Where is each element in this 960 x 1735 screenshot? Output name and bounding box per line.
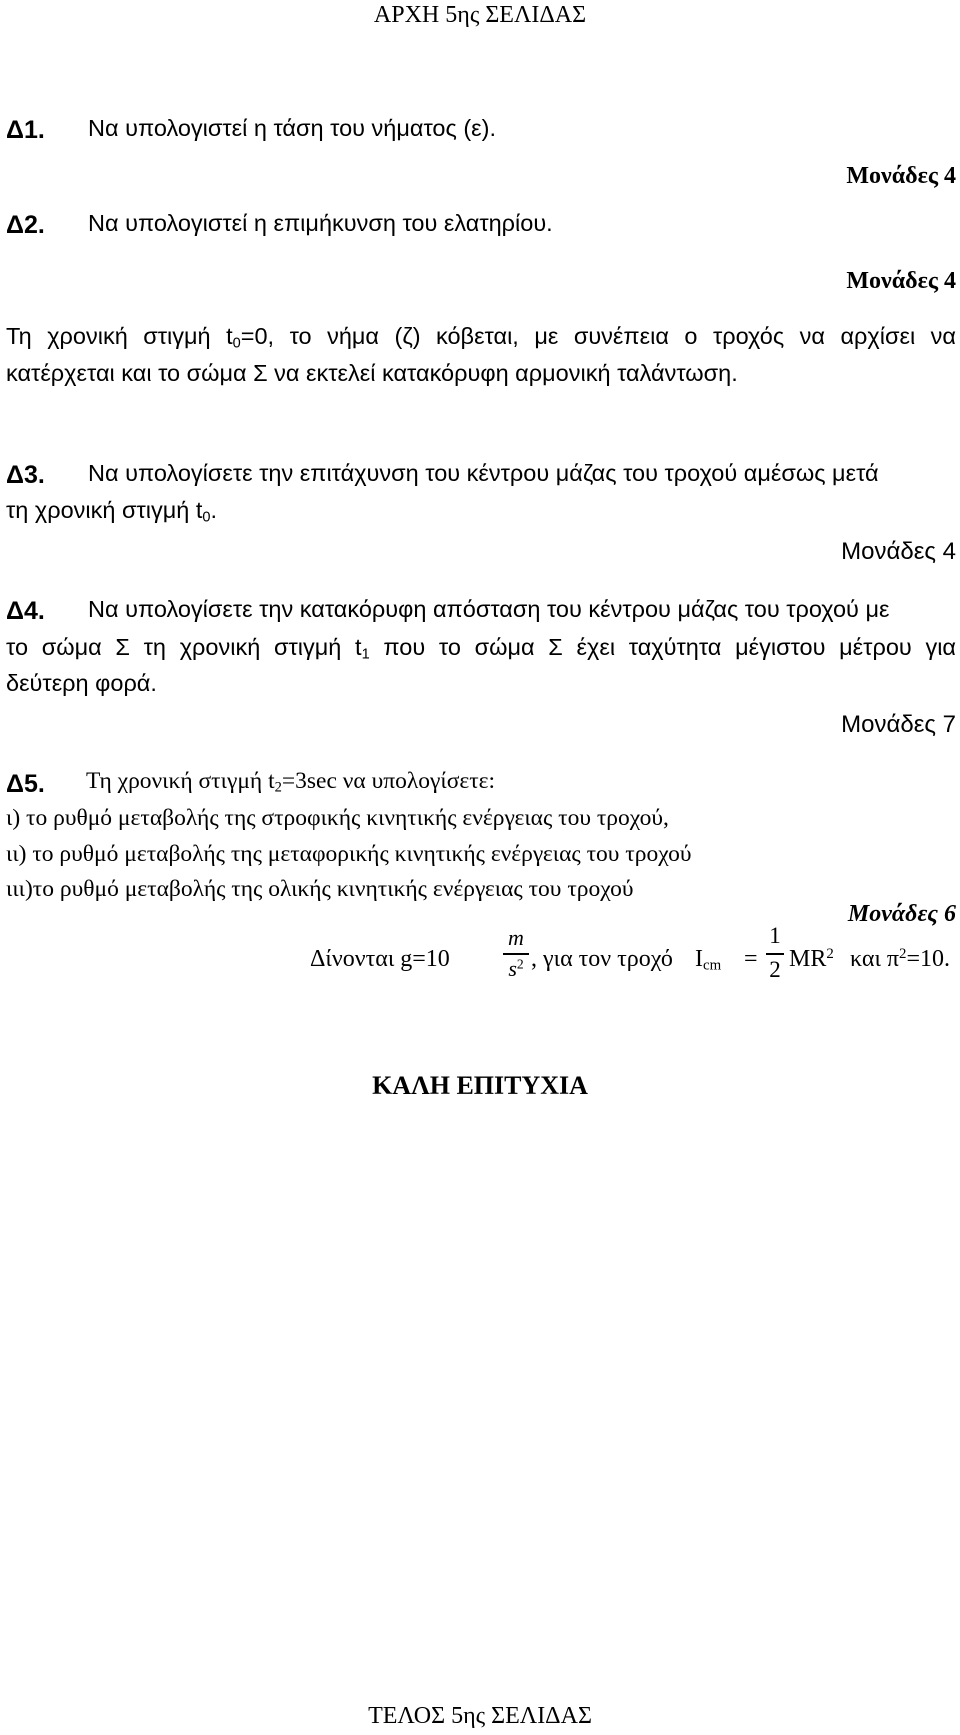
question-d5-item-i: ι) το ρυθμό μεταβολής της στροφικής κινητικής ενέργειας του τροχού, [6, 805, 669, 831]
half-fraction-numerator: 1 [769, 923, 781, 948]
question-d3-line-2a: τη χρονική στιγμή t [6, 497, 203, 523]
intro-line-2: κατέρχεται και το σώμα Σ να εκτελεί κατακόρυφη αρμονική ταλάντωση. [6, 360, 738, 386]
question-d4-number: Δ4. [6, 597, 45, 625]
question-d4-t1-subscript: 1 [361, 646, 370, 663]
question-d5-number: Δ5. [6, 770, 45, 798]
half-fraction-bar [766, 953, 784, 955]
intro-line-1 [6, 323, 957, 352]
question-d4-line-1: Να υπολογίσετε την κατακόρυφη απόσταση του κέντρου μάζας του τροχού με [88, 596, 890, 622]
question-d5-t2-subscript: 2 [274, 779, 282, 796]
question-d5-line-1a: Τη χρονική στιγμή t [86, 768, 275, 794]
g-unit-denominator-base: s [508, 956, 517, 981]
question-d3-line-1: Να υπολογίσετε την επιτάχυνση του κέντρου μάζας του τροχού αμέσως μετά [88, 460, 879, 486]
question-d1-number: Δ1. [6, 116, 45, 144]
question-d2-text: Να υπολογιστεί η επιμήκυνση του ελατηρίου. [88, 210, 553, 236]
g-unit-numerator: m [508, 925, 524, 950]
question-d1-marks: Μονάδες 4 [846, 163, 956, 189]
given-data [0, 925, 960, 985]
question-d5-item-iii: ιιι)το ρυθμό μεταβολής της ολικής κινητικής ενέργειας του τροχού [6, 876, 634, 902]
g-unit-denominator [503, 956, 529, 982]
equals-sign: = [744, 946, 758, 972]
question-d4-line-2 [6, 634, 956, 663]
intro-t0-subscript: 0 [232, 335, 241, 352]
half-fraction-denominator: 2 [769, 957, 781, 982]
question-d2-number: Δ2. [6, 211, 45, 239]
page-footer: ΤΕΛΟΣ 5ης ΣΕΛΙΔΑΣ [368, 1703, 592, 1729]
mass-radius-exponent: 2 [826, 945, 834, 962]
question-d4-line-2b: που το σώμα Σ έχει ταχύτητα μέγιστου μέτρου για [369, 634, 956, 660]
question-d2-marks: Μονάδες 4 [846, 268, 956, 294]
question-d1-text: Να υπολογιστεί η τάση του νήματος (ε). [88, 115, 497, 141]
question-d3-marks: Μονάδες 4 [841, 538, 956, 565]
pi-squared-term [850, 947, 950, 971]
question-d4-marks: Μονάδες 7 [841, 711, 956, 738]
mass-radius-base: MR [789, 946, 827, 972]
page-header: ΑΡΧΗ 5ης ΣΕΛΙΔΑΣ [373, 2, 587, 28]
question-d5-line-1 [86, 770, 495, 794]
closing-message: ΚΑΛΗ ΕΠΙΤΥΧΙΑ [372, 1071, 588, 1100]
mass-radius-term [789, 947, 834, 971]
question-d5-marks: Μονάδες 6 [847, 901, 956, 927]
intro-line-1a: Τη χρονική στιγμή t [6, 323, 233, 349]
question-d5-item-ii: ιι) το ρυθμό μεταβολής της μεταφορικής κινητικής ενέργειας του τροχού [6, 841, 692, 867]
question-d3-line-2b: . [210, 497, 218, 523]
question-d4-line-3: δεύτερη φορά. [6, 670, 157, 696]
moment-of-inertia [695, 946, 722, 974]
question-d3-t0-subscript: 0 [202, 509, 211, 526]
given-middle-text: , για τον τροχό [531, 946, 673, 972]
pi-squared-value: =10. [906, 946, 951, 972]
pi-squared-exponent: 2 [899, 945, 907, 962]
g-unit-denominator-exponent: 2 [516, 956, 524, 972]
question-d3-line-2 [6, 497, 218, 526]
intro-line-1b: =0, το νήμα (ζ) κόβεται, με συνέπεια ο τροχός να αρχίσει να [240, 323, 957, 349]
g-unit-fraction-bar [503, 953, 529, 955]
question-d3-number: Δ3. [6, 461, 45, 489]
given-prefix: Δίνονται g=10 [310, 946, 450, 972]
question-d5-line-1b: =3sec να υπολογίσετε: [281, 768, 496, 794]
pi-squared-prefix: και π [850, 946, 900, 972]
moment-of-inertia-symbol: I [695, 946, 703, 972]
question-d4-line-2a: το σώμα Σ τη χρονική στιγμή t [6, 634, 362, 660]
moment-of-inertia-subscript: cm [703, 957, 722, 974]
